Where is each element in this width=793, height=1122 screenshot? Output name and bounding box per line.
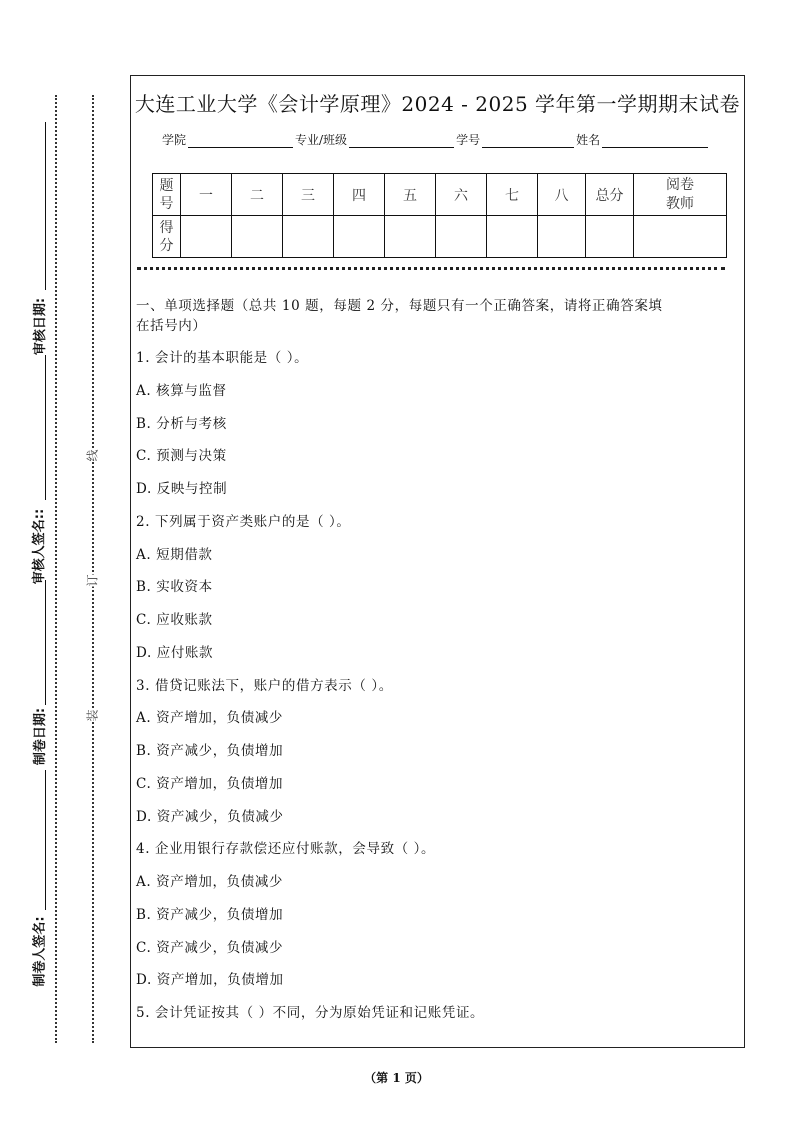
score-cell[interactable] <box>283 216 334 258</box>
col-header: 六 <box>436 174 487 216</box>
score-table-header-row <box>153 174 727 216</box>
binding-char-staple: 订 <box>85 574 100 587</box>
score-cell[interactable] <box>487 216 538 258</box>
question-stem: 2. 下列属于资产类账户的是（ ）。 <box>136 513 351 530</box>
major-field[interactable] <box>349 133 454 148</box>
prepare-date-label: 制卷日期: <box>33 707 49 766</box>
question-option: A. 资产增加，负债减少 <box>136 710 284 727</box>
exam-title: 大连工业大学《会计学原理》2024 - 2025 学年第一学期期末试卷 <box>134 92 741 116</box>
question-option: A. 资产增加，负债减少 <box>136 874 284 890</box>
score-cell[interactable] <box>586 216 634 258</box>
question-option: D. 应付账款 <box>136 644 214 661</box>
question-stem: 5. 会计凭证按其（ ）不同，分为原始凭证和记账凭证。 <box>136 1005 485 1021</box>
score-table <box>152 173 727 258</box>
score-cell[interactable] <box>538 216 586 258</box>
binding-dotted-line-outer <box>55 95 57 1043</box>
dotted-divider <box>137 267 725 270</box>
binding-char-bind: 装 <box>85 709 100 722</box>
reviewer-signature-line <box>45 355 46 500</box>
college-field[interactable] <box>188 133 293 148</box>
name-label: 姓名 <box>576 133 601 147</box>
score-label-cell: 得分 <box>153 216 181 258</box>
reviewer-signature-label: 审核人签名:: <box>32 508 48 585</box>
binding-char-line: 线 <box>85 449 100 462</box>
question-option: B. 实收资本 <box>136 579 213 596</box>
question-option: C. 资产增加，负债增加 <box>136 775 284 792</box>
score-cell[interactable] <box>232 216 283 258</box>
section-heading: 一、单项选择题（总共 10 题，每题 2 分，每题只有一个正确答案，请将正确答案填 <box>136 298 663 314</box>
score-cell[interactable] <box>634 216 727 258</box>
question-option: A. 核算与监督 <box>136 382 227 399</box>
student-info-row <box>162 131 710 148</box>
student-id-field[interactable] <box>482 133 574 148</box>
question-stem: 1. 会计的基本职能是（ ）。 <box>136 350 309 366</box>
question-option: D. 反映与控制 <box>136 481 228 497</box>
name-field[interactable] <box>602 133 708 148</box>
question-option: B. 分析与考核 <box>136 415 227 432</box>
college-label: 学院 <box>162 133 187 147</box>
question-option: B. 资产减少，负债增加 <box>136 743 284 759</box>
question-stem: 3. 借贷记账法下，账户的借方表示（ ）。 <box>136 677 393 694</box>
score-cell[interactable] <box>334 216 385 258</box>
score-cell[interactable] <box>385 216 436 258</box>
major-label: 专业/班级 <box>295 133 348 147</box>
question-stem: 4. 企业用银行存款偿还应付账款，会导致（ ）。 <box>136 841 436 858</box>
preparer-signature-line <box>45 770 46 910</box>
section-heading-cont: 在括号内） <box>136 318 207 334</box>
prepare-date-line <box>45 580 46 705</box>
question-option: C. 预测与决策 <box>136 448 227 465</box>
question-option: C. 应收账款 <box>136 612 213 628</box>
col-header: 五 <box>385 174 436 216</box>
col-header: 四 <box>334 174 385 216</box>
binding-dotted-line-inner <box>92 95 94 1043</box>
student-id-label: 学号 <box>456 133 481 147</box>
question-option: C. 资产减少，负债减少 <box>136 939 284 956</box>
review-date-label: 审核日期: <box>33 297 49 356</box>
question-option: B. 资产减少，负债增加 <box>136 906 284 923</box>
col-header: 一 <box>181 174 232 216</box>
score-cell[interactable] <box>436 216 487 258</box>
header-label-cell: 题号 <box>153 174 181 216</box>
col-header: 阅卷教师 <box>634 174 727 216</box>
preparer-signature-label: 制卷人签名: <box>32 916 48 987</box>
question-option: D. 资产减少，负债减少 <box>136 808 284 825</box>
col-header: 八 <box>538 174 586 216</box>
col-header: 总分 <box>586 174 634 216</box>
col-header: 三 <box>283 174 334 216</box>
question-option: A. 短期借款 <box>136 546 213 563</box>
question-option: D. 资产增加，负债增加 <box>136 972 284 989</box>
col-header: 二 <box>232 174 283 216</box>
review-date-line <box>45 122 46 290</box>
score-table-score-row <box>153 216 727 258</box>
score-cell[interactable] <box>181 216 232 258</box>
page-number: （第 1 页） <box>364 1071 429 1085</box>
col-header: 七 <box>487 174 538 216</box>
